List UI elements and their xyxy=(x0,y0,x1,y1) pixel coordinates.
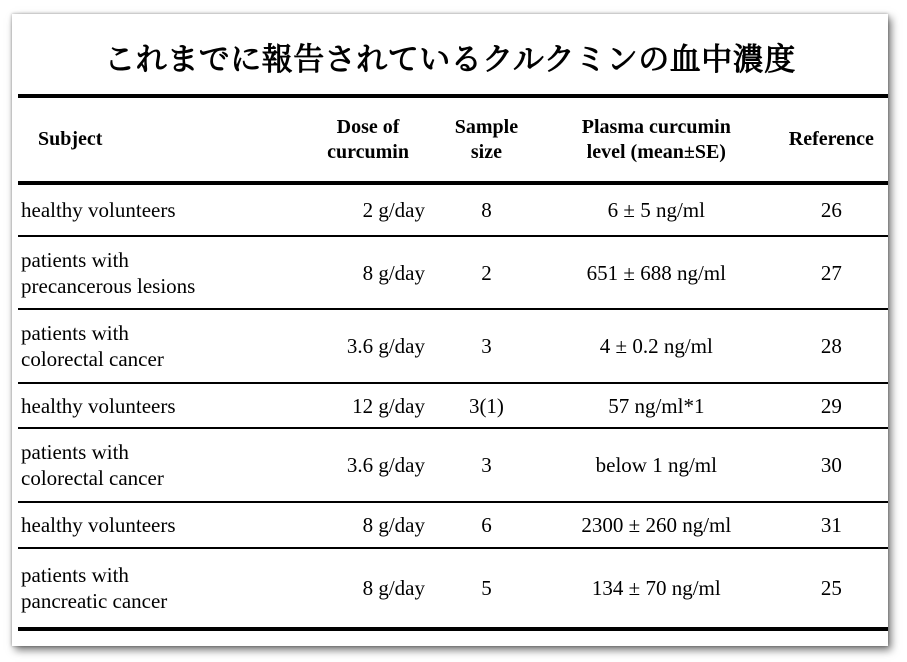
cell-level: 134 ± 70 ng/ml xyxy=(538,548,775,629)
subject-line2: colorectal cancer xyxy=(21,347,164,371)
header-level-line1: Plasma curcumin xyxy=(581,115,731,138)
cell-subject xyxy=(18,236,301,309)
cell-dose: 2 g/day xyxy=(301,183,435,236)
cell-dose: 8 g/day xyxy=(301,548,435,629)
header-dose-line1: Dose of xyxy=(336,115,400,138)
slide-card xyxy=(12,14,888,646)
cell-dose: 3.6 g/day xyxy=(301,428,435,502)
cell-dose: 3.6 g/day xyxy=(301,309,435,383)
cell-level: below 1 ng/ml xyxy=(538,428,775,502)
subject-line2: colorectal cancer xyxy=(21,466,164,490)
subject-line1: patients with xyxy=(21,440,129,464)
header-level-line2: level (mean±SE) xyxy=(586,140,726,163)
cell-subject xyxy=(18,183,301,236)
subject-line1: patients with xyxy=(21,247,129,272)
cell-dose: 8 g/day xyxy=(301,502,435,548)
table-row xyxy=(18,183,888,236)
cell-size: 6 xyxy=(435,502,538,548)
cell-reference: 30 xyxy=(775,428,888,502)
cell-size: 8 xyxy=(435,183,538,236)
cell-subject xyxy=(18,502,301,548)
table-row xyxy=(18,502,888,548)
header-subject: Subject xyxy=(18,96,301,183)
cell-reference: 28 xyxy=(775,309,888,383)
table-row xyxy=(18,236,888,309)
header-size-line1: Sample xyxy=(454,115,519,138)
slide-title: これまでに報告されているクルクミンの血中濃度 xyxy=(104,42,796,78)
header-sample-size xyxy=(435,96,538,183)
subject-line1: patients with xyxy=(21,321,129,345)
subject-line1: healthy volunteers xyxy=(21,198,176,222)
cell-level: 651 ± 688 ng/ml xyxy=(538,236,775,309)
curcumin-plasma-table xyxy=(18,94,888,631)
cell-reference: 25 xyxy=(775,548,888,629)
cell-subject xyxy=(18,383,301,428)
table-row xyxy=(18,548,888,629)
cell-size: 2 xyxy=(435,236,538,309)
cell-size: 3 xyxy=(435,309,538,383)
header-plasma-level xyxy=(538,96,775,183)
table-row xyxy=(18,383,888,428)
table-row xyxy=(18,428,888,502)
subject-line1: patients with xyxy=(21,563,129,587)
cell-reference: 29 xyxy=(775,383,888,428)
cell-reference: 26 xyxy=(775,183,888,236)
cell-subject xyxy=(18,309,301,383)
cell-level: 2300 ± 260 ng/ml xyxy=(538,502,775,548)
cell-size: 3 xyxy=(435,428,538,502)
subject-line2: precancerous lesions xyxy=(21,273,196,298)
subject-line1: healthy volunteers xyxy=(21,513,176,537)
cell-subject xyxy=(18,428,301,502)
cell-level: 4 ± 0.2 ng/ml xyxy=(538,309,775,383)
header-size-line2: size xyxy=(470,140,502,163)
cell-dose: 8 g/day xyxy=(301,236,435,309)
cell-size: 5 xyxy=(435,548,538,629)
header-row xyxy=(18,96,888,183)
header-dose-line2: curcumin xyxy=(327,140,409,163)
header-dose xyxy=(301,96,435,183)
cell-reference: 27 xyxy=(775,236,888,309)
cell-size: 3(1) xyxy=(435,383,538,428)
cell-reference: 31 xyxy=(775,502,888,548)
header-reference: Reference xyxy=(775,96,888,183)
cell-dose: 12 g/day xyxy=(301,383,435,428)
cell-level: 57 ng/ml*1 xyxy=(538,383,775,428)
subject-line2: pancreatic cancer xyxy=(21,589,168,613)
cell-subject xyxy=(18,548,301,629)
subject-line1: healthy volunteers xyxy=(21,393,176,418)
table-row xyxy=(18,309,888,383)
cell-level: 6 ± 5 ng/ml xyxy=(538,183,775,236)
